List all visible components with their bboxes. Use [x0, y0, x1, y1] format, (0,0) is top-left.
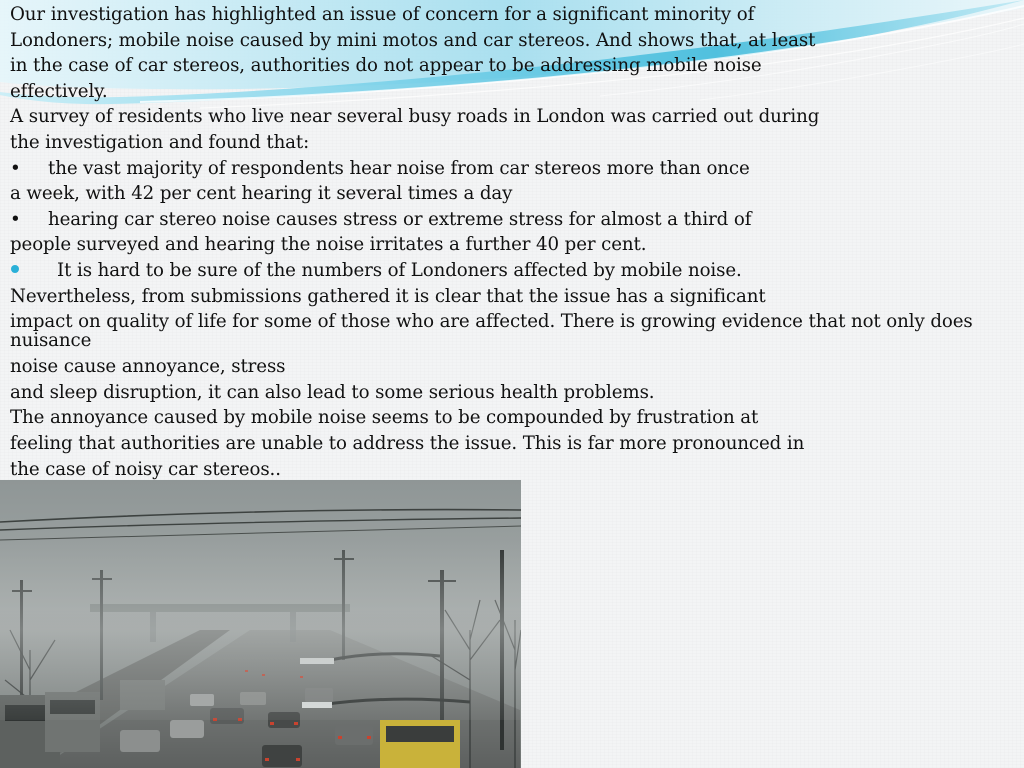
- paragraph3-line-2: impact on quality of life for some of those who are affected. There is growing evidence that not only does nuisance: [10, 311, 973, 352]
- bullet-item-3-text: It is hard to be sure of the numbers of Londoners affected by mobile noise.: [57, 259, 742, 281]
- bullet-dot: •: [10, 157, 21, 179]
- paragraph2-line-1: A survey of residents who live near several busy roads in London was carried out during: [10, 106, 820, 128]
- bullet-item-1-continuation: a week, with 42 per cent hearing it several times a day: [10, 183, 513, 205]
- bullet-item-1-text: the vast majority of respondents hear noise from car stereos more than once: [48, 157, 750, 179]
- paragraph3-line-3: noise cause annoyance, stress: [10, 356, 286, 378]
- paragraph3-line-6: feeling that authorities are unable to address the issue. This is far more pronounced in: [10, 432, 805, 454]
- bullet-item-1: [10, 156, 1010, 182]
- bullet-dot: •: [10, 208, 21, 230]
- bullet-item-2-continuation: people surveyed and hearing the noise irritates a further 40 per cent.: [10, 234, 647, 256]
- smoggy-traffic-photo: [0, 480, 521, 768]
- bullet-item-2-text: hearing car stereo noise causes stress or extreme stress for almost a third of: [48, 208, 752, 230]
- paragraph1-line-2: Londoners; mobile noise caused by mini motos and car stereos. And shows that, at least: [10, 29, 816, 51]
- paragraph3-line-7: the case of noisy car stereos..: [10, 458, 281, 480]
- paragraph1-line-4: effectively.: [10, 80, 108, 102]
- paragraph1-line-1: Our investigation has highlighted an issue of concern for a significant minority of: [10, 4, 755, 25]
- paragraph3-line-4: and sleep disruption, it can also lead to some serious health problems.: [10, 381, 655, 403]
- paragraph2-line-2: the investigation and found that:: [10, 131, 310, 153]
- paragraph3-line-5: The annoyance caused by mobile noise seems to be compounded by frustration at: [10, 407, 759, 429]
- paragraph1-line-3: in the case of car stereos, authorities do not appear to be addressing mobile noise: [10, 55, 762, 77]
- bullet-item-3: [10, 258, 1010, 284]
- paragraph3-line-1: Nevertheless, from submissions gathered it is clear that the issue has a significant: [10, 285, 766, 307]
- smoggy-street-illustration: [0, 480, 521, 768]
- slide-body-text: [10, 2, 1010, 482]
- bullet-item-2: [10, 207, 1010, 233]
